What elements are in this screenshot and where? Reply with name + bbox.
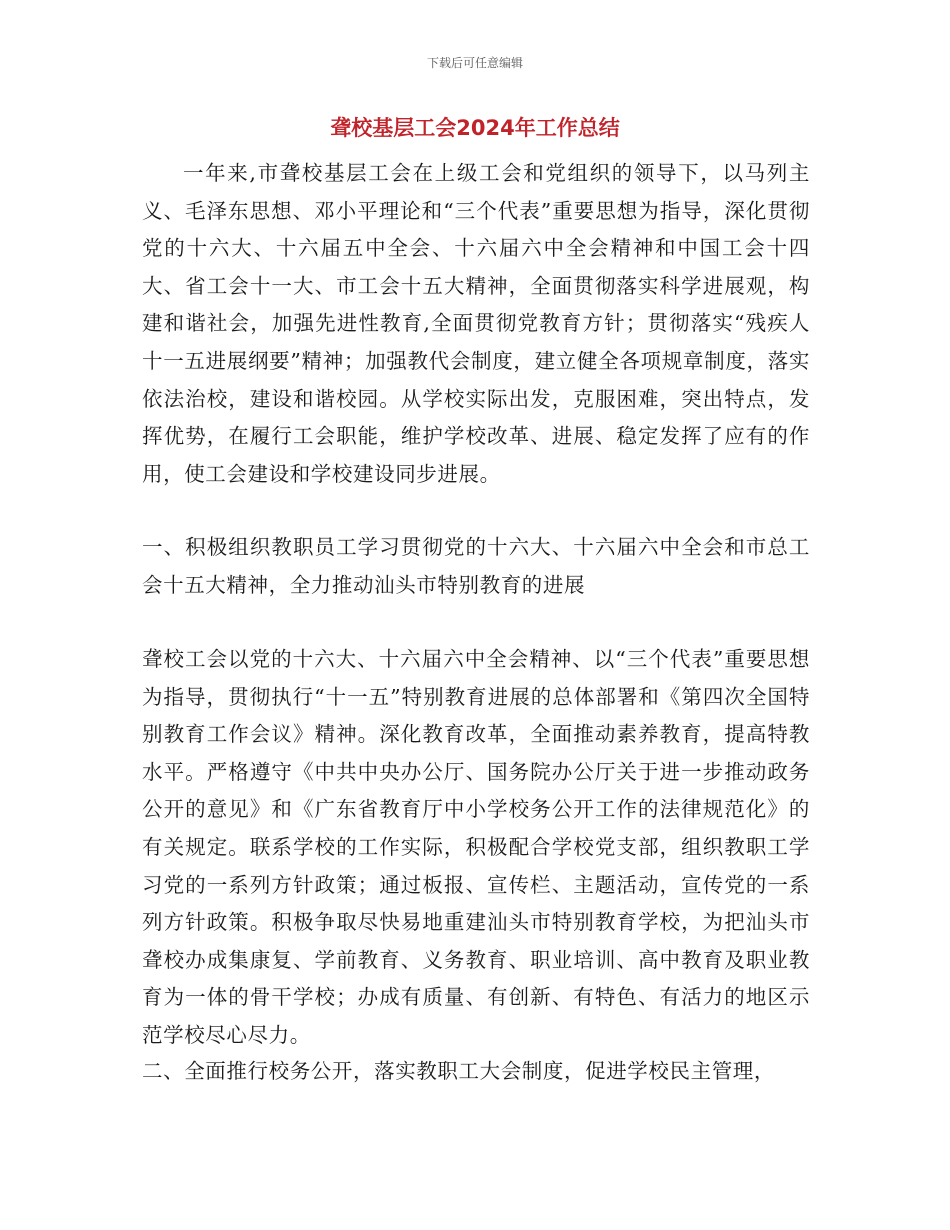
section-2-heading: 二、全面推行校务公开，落实教职工大会制度，促进学校民主管理， bbox=[142, 1059, 775, 1083]
intro-paragraph: 一年来,市聋校基层工会在上级工会和党组织的领导下，以马列主义、毛泽东思想、邓小平理论和“三个代表”重要思想为指导，深化贯彻党的十六大、十六届五中全会、十六届六中全会精神和中国工会十四大、省工会十一大、市工会十五大精神，全面贯彻落实科学进展观，构建和谐社会，加强先进性教育,全面贯彻党教育方针；贯彻落实“残疾人十一五进展纲要”精神；加强教代会制度，建立健全各项规章制度，落实依法治校，建设和谐校园。从学校实际出发，克服困难，突出特点，发挥优势，在履行工会职能，维护学校改革、进展、稳定发挥了应有的作用，使工会建设和学校建设同步进展。 bbox=[142, 161, 810, 486]
header-note: 下载后可任意编辑 bbox=[426, 56, 523, 70]
document-title: 聋校基层工会2024年工作总结 bbox=[330, 116, 620, 140]
section-1-heading: 一、积极组织教职员工学习贯彻党的十六大、十六届六中全会和市总工会十五大精神，全力推动汕头市特别教育的进展 bbox=[142, 535, 810, 597]
section-1-body: 聋校工会以党的十六大、十六届六中全会精神、以“三个代表”重要思想为指导，贯彻执行“十一五”特别教育进展的总体部署和《第四次全国特别教育工作会议》精神。深化教育改革，全面推动素养教育，提高特教水平。严格遵守《中共中央办公厅、国务院办公厅关于进一步推动政务公开的意见》和《广东省教育厅中小学校务公开工作的法律规范化》的有关规定。联系学校的工作实际，积极配合学校党支部，组织教职工学习党的一系列方针政策；通过板报、宣传栏、主题活动，宣传党的一系列方针政策。积极争取尽快易地重建汕头市特别教育学校，为把汕头市聋校办成集康复、学前教育、义务教育、职业培训、高中教育及职业教育为一体的骨干学校；办成有质量、有创新、有特色、有活力的地区示范学校尽心尽力。 bbox=[142, 647, 810, 1047]
